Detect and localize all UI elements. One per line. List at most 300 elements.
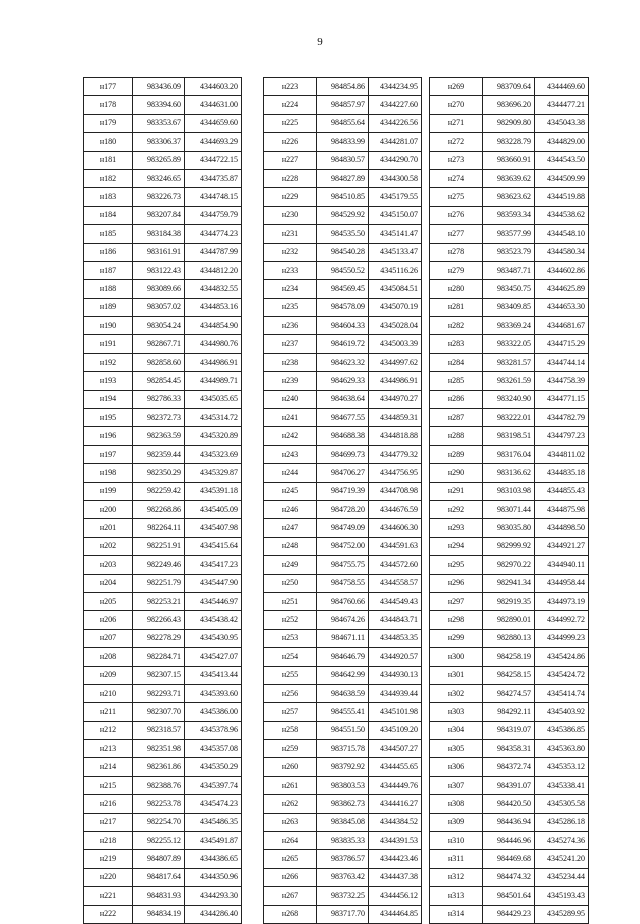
point-id-cell: н212 <box>84 721 133 739</box>
x-coordinate-cell: 982251.91 <box>133 537 185 555</box>
table-row <box>264 574 422 592</box>
table-row <box>264 372 422 390</box>
table-row <box>264 298 422 316</box>
table-row <box>84 390 242 408</box>
table-row <box>264 795 422 813</box>
table-row <box>430 409 589 427</box>
table-row <box>84 574 242 592</box>
table-row <box>84 280 242 298</box>
y-coordinate-cell: 4345133.47 <box>369 243 422 261</box>
y-coordinate-cell: 4344779.32 <box>369 445 422 463</box>
table-row <box>264 243 422 261</box>
table-row <box>264 169 422 187</box>
x-coordinate-cell: 984719.39 <box>317 482 369 500</box>
point-id-cell: н299 <box>430 629 483 647</box>
y-coordinate-cell: 4344939.44 <box>369 684 422 702</box>
y-coordinate-cell: 4344519.88 <box>535 188 589 206</box>
point-id-cell: н231 <box>264 225 317 243</box>
table-row <box>430 574 589 592</box>
y-coordinate-cell: 4345323.69 <box>185 445 242 463</box>
point-id-cell: н215 <box>84 776 133 794</box>
x-coordinate-cell: 984638.64 <box>317 390 369 408</box>
x-coordinate-cell: 983623.62 <box>483 188 535 206</box>
table-row <box>430 96 589 114</box>
x-coordinate-cell: 984569.45 <box>317 280 369 298</box>
point-id-cell: н301 <box>430 666 483 684</box>
point-id-cell: н181 <box>84 151 133 169</box>
point-id-cell: н242 <box>264 427 317 445</box>
y-coordinate-cell: 4344853.35 <box>369 629 422 647</box>
point-id-cell: н279 <box>430 261 483 279</box>
x-coordinate-cell: 983369.24 <box>483 317 535 335</box>
point-id-cell: н292 <box>430 500 483 518</box>
x-coordinate-cell: 982251.79 <box>133 574 185 592</box>
point-id-cell: н250 <box>264 574 317 592</box>
x-coordinate-cell: 984619.72 <box>317 335 369 353</box>
table-row <box>84 243 242 261</box>
point-id-cell: н311 <box>430 850 483 868</box>
y-coordinate-cell: 4344748.15 <box>185 188 242 206</box>
y-coordinate-cell: 4345357.08 <box>185 740 242 758</box>
table-row <box>430 721 589 739</box>
point-id-cell: н278 <box>430 243 483 261</box>
table-row <box>84 832 242 850</box>
point-id-cell: н220 <box>84 868 133 886</box>
x-coordinate-cell: 984604.33 <box>317 317 369 335</box>
point-id-cell: н253 <box>264 629 317 647</box>
table-row <box>84 372 242 390</box>
point-id-cell: н272 <box>430 133 483 151</box>
point-id-cell: н251 <box>264 592 317 610</box>
table-row <box>84 169 242 187</box>
y-coordinate-cell: 4344507.27 <box>369 740 422 758</box>
table-row <box>430 482 589 500</box>
table-row <box>84 445 242 463</box>
table-row <box>84 151 242 169</box>
y-coordinate-cell: 4344992.72 <box>535 611 589 629</box>
y-coordinate-cell: 4345305.58 <box>535 795 589 813</box>
table-row <box>264 850 422 868</box>
x-coordinate-cell: 983240.90 <box>483 390 535 408</box>
x-coordinate-cell: 984817.64 <box>133 868 185 886</box>
point-id-cell: н246 <box>264 500 317 518</box>
point-id-cell: н280 <box>430 280 483 298</box>
table-row <box>84 409 242 427</box>
point-id-cell: н179 <box>84 114 133 132</box>
y-coordinate-cell: 4345101.98 <box>369 703 422 721</box>
table-row <box>264 188 422 206</box>
table-row <box>84 261 242 279</box>
x-coordinate-cell: 982388.76 <box>133 776 185 794</box>
y-coordinate-cell: 4344898.50 <box>535 519 589 537</box>
point-id-cell: н177 <box>84 78 133 96</box>
point-id-cell: н238 <box>264 353 317 371</box>
table-row <box>264 519 422 537</box>
table-row <box>264 776 422 794</box>
point-id-cell: н241 <box>264 409 317 427</box>
x-coordinate-cell: 982858.60 <box>133 353 185 371</box>
x-coordinate-cell: 983207.84 <box>133 206 185 224</box>
x-coordinate-cell: 983103.98 <box>483 482 535 500</box>
y-coordinate-cell: 4344986.91 <box>185 353 242 371</box>
y-coordinate-cell: 4345179.55 <box>369 188 422 206</box>
y-coordinate-cell: 4345413.44 <box>185 666 242 684</box>
x-coordinate-cell: 984677.55 <box>317 409 369 427</box>
table-row <box>84 758 242 776</box>
x-coordinate-cell: 983035.80 <box>483 519 535 537</box>
point-id-cell: н304 <box>430 721 483 739</box>
y-coordinate-cell: 4345274.36 <box>535 832 589 850</box>
x-coordinate-cell: 983054.24 <box>133 317 185 335</box>
table-row <box>84 905 242 923</box>
point-id-cell: н297 <box>430 592 483 610</box>
table-row <box>264 629 422 647</box>
x-coordinate-cell: 982867.71 <box>133 335 185 353</box>
point-id-cell: н244 <box>264 464 317 482</box>
point-id-cell: н216 <box>84 795 133 813</box>
x-coordinate-cell: 983709.64 <box>483 78 535 96</box>
x-coordinate-cell: 983696.20 <box>483 96 535 114</box>
y-coordinate-cell: 4345427.07 <box>185 648 242 666</box>
x-coordinate-cell: 984555.41 <box>317 703 369 721</box>
table-row <box>84 335 242 353</box>
table-row <box>430 298 589 316</box>
y-coordinate-cell: 4344558.57 <box>369 574 422 592</box>
table-row <box>430 464 589 482</box>
y-coordinate-cell: 4345405.09 <box>185 500 242 518</box>
y-coordinate-cell: 4345193.43 <box>535 887 589 905</box>
x-coordinate-cell: 984758.55 <box>317 574 369 592</box>
y-coordinate-cell: 4345084.51 <box>369 280 422 298</box>
point-id-cell: н291 <box>430 482 483 500</box>
x-coordinate-cell: 984292.11 <box>483 703 535 721</box>
x-coordinate-cell: 984469.68 <box>483 850 535 868</box>
x-coordinate-cell: 983792.92 <box>317 758 369 776</box>
point-id-cell: н260 <box>264 758 317 776</box>
y-coordinate-cell: 4345386.00 <box>185 703 242 721</box>
table-row <box>264 703 422 721</box>
x-coordinate-cell: 982249.46 <box>133 556 185 574</box>
x-coordinate-cell: 983228.79 <box>483 133 535 151</box>
point-id-cell: н186 <box>84 243 133 261</box>
y-coordinate-cell: 4344986.91 <box>369 372 422 390</box>
table-row <box>430 776 589 794</box>
table-row <box>430 684 589 702</box>
table-row <box>264 78 422 96</box>
point-id-cell: н305 <box>430 740 483 758</box>
x-coordinate-cell: 982359.44 <box>133 445 185 463</box>
point-id-cell: н270 <box>430 96 483 114</box>
y-coordinate-cell: 4345491.87 <box>185 832 242 850</box>
point-id-cell: н239 <box>264 372 317 390</box>
point-id-cell: н262 <box>264 795 317 813</box>
point-id-cell: н235 <box>264 298 317 316</box>
x-coordinate-cell: 982361.86 <box>133 758 185 776</box>
y-coordinate-cell: 4344477.21 <box>535 96 589 114</box>
x-coordinate-cell: 983845.08 <box>317 813 369 831</box>
x-coordinate-cell: 982351.98 <box>133 740 185 758</box>
point-id-cell: н226 <box>264 133 317 151</box>
point-id-cell: н245 <box>264 482 317 500</box>
x-coordinate-cell: 982318.57 <box>133 721 185 739</box>
y-coordinate-cell: 4344606.30 <box>369 519 422 537</box>
x-coordinate-cell: 982264.11 <box>133 519 185 537</box>
x-coordinate-cell: 984372.74 <box>483 758 535 776</box>
table-row <box>264 225 422 243</box>
y-coordinate-cell: 4344386.65 <box>185 850 242 868</box>
y-coordinate-cell: 4344293.30 <box>185 887 242 905</box>
page-number: 9 <box>317 36 323 48</box>
table-row <box>430 611 589 629</box>
point-id-cell: н310 <box>430 832 483 850</box>
coordinates-table-3 <box>429 77 589 924</box>
x-coordinate-cell: 982293.71 <box>133 684 185 702</box>
table-row <box>84 648 242 666</box>
x-coordinate-cell: 982372.73 <box>133 409 185 427</box>
point-id-cell: н298 <box>430 611 483 629</box>
point-id-cell: н203 <box>84 556 133 574</box>
table-row <box>430 427 589 445</box>
table-row <box>84 795 242 813</box>
point-id-cell: н287 <box>430 409 483 427</box>
y-coordinate-cell: 4344538.62 <box>535 206 589 224</box>
table-row <box>430 188 589 206</box>
point-id-cell: н307 <box>430 776 483 794</box>
table-row <box>430 758 589 776</box>
point-id-cell: н206 <box>84 611 133 629</box>
table-row <box>264 740 422 758</box>
x-coordinate-cell: 984358.31 <box>483 740 535 758</box>
table-row <box>84 684 242 702</box>
table-row <box>84 114 242 132</box>
point-id-cell: н308 <box>430 795 483 813</box>
table-row <box>264 868 422 886</box>
x-coordinate-cell: 983523.79 <box>483 243 535 261</box>
y-coordinate-cell: 4344756.95 <box>369 464 422 482</box>
y-coordinate-cell: 4344735.87 <box>185 169 242 187</box>
table-row <box>84 666 242 684</box>
point-id-cell: н258 <box>264 721 317 739</box>
y-coordinate-cell: 4345338.41 <box>535 776 589 794</box>
y-coordinate-cell: 4345035.65 <box>185 390 242 408</box>
x-coordinate-cell: 984529.92 <box>317 206 369 224</box>
point-id-cell: н217 <box>84 813 133 831</box>
x-coordinate-cell: 983281.57 <box>483 353 535 371</box>
y-coordinate-cell: 4345474.23 <box>185 795 242 813</box>
y-coordinate-cell: 4344940.11 <box>535 556 589 574</box>
coordinates-table-1 <box>83 77 242 924</box>
x-coordinate-cell: 984550.52 <box>317 261 369 279</box>
x-coordinate-cell: 984646.79 <box>317 648 369 666</box>
table-row <box>430 850 589 868</box>
y-coordinate-cell: 4345241.20 <box>535 850 589 868</box>
table-row <box>430 372 589 390</box>
y-coordinate-cell: 4345417.23 <box>185 556 242 574</box>
y-coordinate-cell: 4345350.29 <box>185 758 242 776</box>
y-coordinate-cell: 4344999.23 <box>535 629 589 647</box>
table-row <box>430 666 589 684</box>
coordinates-table-2 <box>263 77 422 924</box>
x-coordinate-cell: 983786.57 <box>317 850 369 868</box>
point-id-cell: н194 <box>84 390 133 408</box>
y-coordinate-cell: 4344970.27 <box>369 390 422 408</box>
y-coordinate-cell: 4344469.60 <box>535 78 589 96</box>
y-coordinate-cell: 4344659.60 <box>185 114 242 132</box>
y-coordinate-cell: 4345109.20 <box>369 721 422 739</box>
y-coordinate-cell: 4344437.38 <box>369 868 422 886</box>
point-id-cell: н277 <box>430 225 483 243</box>
x-coordinate-cell: 983639.62 <box>483 169 535 187</box>
y-coordinate-cell: 4344456.12 <box>369 887 422 905</box>
table-row <box>264 813 422 831</box>
y-coordinate-cell: 4345393.60 <box>185 684 242 702</box>
table-row <box>84 850 242 868</box>
y-coordinate-cell: 4344543.50 <box>535 151 589 169</box>
point-id-cell: н247 <box>264 519 317 537</box>
point-id-cell: н263 <box>264 813 317 831</box>
x-coordinate-cell: 983136.62 <box>483 464 535 482</box>
x-coordinate-cell: 984760.66 <box>317 592 369 610</box>
y-coordinate-cell: 4344921.27 <box>535 537 589 555</box>
x-coordinate-cell: 984855.64 <box>317 114 369 132</box>
y-coordinate-cell: 4345424.86 <box>535 648 589 666</box>
y-coordinate-cell: 4345116.26 <box>369 261 422 279</box>
point-id-cell: н293 <box>430 519 483 537</box>
y-coordinate-cell: 4344449.76 <box>369 776 422 794</box>
point-id-cell: н285 <box>430 372 483 390</box>
x-coordinate-cell: 983198.51 <box>483 427 535 445</box>
point-id-cell: н205 <box>84 592 133 610</box>
y-coordinate-cell: 4344653.30 <box>535 298 589 316</box>
table-row <box>264 500 422 518</box>
y-coordinate-cell: 4344989.71 <box>185 372 242 390</box>
x-coordinate-cell: 983660.91 <box>483 151 535 169</box>
point-id-cell: н178 <box>84 96 133 114</box>
table-row <box>264 151 422 169</box>
table-row <box>264 832 422 850</box>
table-row <box>84 482 242 500</box>
y-coordinate-cell: 4345003.39 <box>369 335 422 353</box>
table-row <box>264 666 422 684</box>
y-coordinate-cell: 4344832.55 <box>185 280 242 298</box>
point-id-cell: н208 <box>84 648 133 666</box>
x-coordinate-cell: 984831.93 <box>133 887 185 905</box>
x-coordinate-cell: 982307.15 <box>133 666 185 684</box>
x-coordinate-cell: 983176.04 <box>483 445 535 463</box>
y-coordinate-cell: 4344591.63 <box>369 537 422 555</box>
point-id-cell: н192 <box>84 353 133 371</box>
x-coordinate-cell: 982363.59 <box>133 427 185 445</box>
point-id-cell: н219 <box>84 850 133 868</box>
y-coordinate-cell: 4345397.74 <box>185 776 242 794</box>
point-id-cell: н296 <box>430 574 483 592</box>
y-coordinate-cell: 4344391.53 <box>369 832 422 850</box>
y-coordinate-cell: 4345446.97 <box>185 592 242 610</box>
x-coordinate-cell: 982854.45 <box>133 372 185 390</box>
x-coordinate-cell: 983122.43 <box>133 261 185 279</box>
y-coordinate-cell: 4344227.60 <box>369 96 422 114</box>
table-row <box>430 519 589 537</box>
table-row <box>430 317 589 335</box>
y-coordinate-cell: 4344676.59 <box>369 500 422 518</box>
y-coordinate-cell: 4344602.86 <box>535 261 589 279</box>
y-coordinate-cell: 4344464.85 <box>369 905 422 923</box>
point-id-cell: н222 <box>84 905 133 923</box>
y-coordinate-cell: 4344572.60 <box>369 556 422 574</box>
y-coordinate-cell: 4345403.92 <box>535 703 589 721</box>
y-coordinate-cell: 4345043.38 <box>535 114 589 132</box>
point-id-cell: н269 <box>430 78 483 96</box>
table-row <box>84 813 242 831</box>
point-id-cell: н313 <box>430 887 483 905</box>
x-coordinate-cell: 983409.85 <box>483 298 535 316</box>
table-row <box>84 740 242 758</box>
y-coordinate-cell: 4344997.62 <box>369 353 422 371</box>
table-row <box>264 409 422 427</box>
point-id-cell: н201 <box>84 519 133 537</box>
y-coordinate-cell: 4345070.19 <box>369 298 422 316</box>
y-coordinate-cell: 4344625.89 <box>535 280 589 298</box>
x-coordinate-cell: 982284.71 <box>133 648 185 666</box>
x-coordinate-cell: 982350.29 <box>133 464 185 482</box>
y-coordinate-cell: 4344300.58 <box>369 169 422 187</box>
x-coordinate-cell: 984578.09 <box>317 298 369 316</box>
point-id-cell: н249 <box>264 556 317 574</box>
y-coordinate-cell: 4345391.18 <box>185 482 242 500</box>
x-coordinate-cell: 983862.73 <box>317 795 369 813</box>
point-id-cell: н187 <box>84 261 133 279</box>
table-row <box>264 280 422 298</box>
point-id-cell: н257 <box>264 703 317 721</box>
point-id-cell: н189 <box>84 298 133 316</box>
y-coordinate-cell: 4345386.85 <box>535 721 589 739</box>
point-id-cell: н281 <box>430 298 483 316</box>
x-coordinate-cell: 984391.07 <box>483 776 535 794</box>
x-coordinate-cell: 982999.92 <box>483 537 535 555</box>
table-row <box>264 648 422 666</box>
table-row <box>264 482 422 500</box>
point-id-cell: н224 <box>264 96 317 114</box>
table-row <box>430 133 589 151</box>
point-id-cell: н223 <box>264 78 317 96</box>
point-id-cell: н188 <box>84 280 133 298</box>
y-coordinate-cell: 4344722.15 <box>185 151 242 169</box>
point-id-cell: н295 <box>430 556 483 574</box>
table-row <box>84 225 242 243</box>
y-coordinate-cell: 4345430.95 <box>185 629 242 647</box>
y-coordinate-cell: 4344681.67 <box>535 317 589 335</box>
point-id-cell: н199 <box>84 482 133 500</box>
x-coordinate-cell: 983593.34 <box>483 206 535 224</box>
x-coordinate-cell: 984706.27 <box>317 464 369 482</box>
y-coordinate-cell: 4345414.74 <box>535 684 589 702</box>
table-row <box>84 887 242 905</box>
table-row <box>264 905 422 923</box>
table-row <box>264 390 422 408</box>
point-id-cell: н232 <box>264 243 317 261</box>
y-coordinate-cell: 4345363.80 <box>535 740 589 758</box>
x-coordinate-cell: 984638.59 <box>317 684 369 702</box>
x-coordinate-cell: 983763.42 <box>317 868 369 886</box>
x-coordinate-cell: 983353.67 <box>133 114 185 132</box>
y-coordinate-cell: 4345141.47 <box>369 225 422 243</box>
y-coordinate-cell: 4344281.07 <box>369 133 422 151</box>
table-row <box>264 133 422 151</box>
x-coordinate-cell: 982278.29 <box>133 629 185 647</box>
table-row <box>430 905 589 923</box>
point-id-cell: н234 <box>264 280 317 298</box>
y-coordinate-cell: 4344818.88 <box>369 427 422 445</box>
